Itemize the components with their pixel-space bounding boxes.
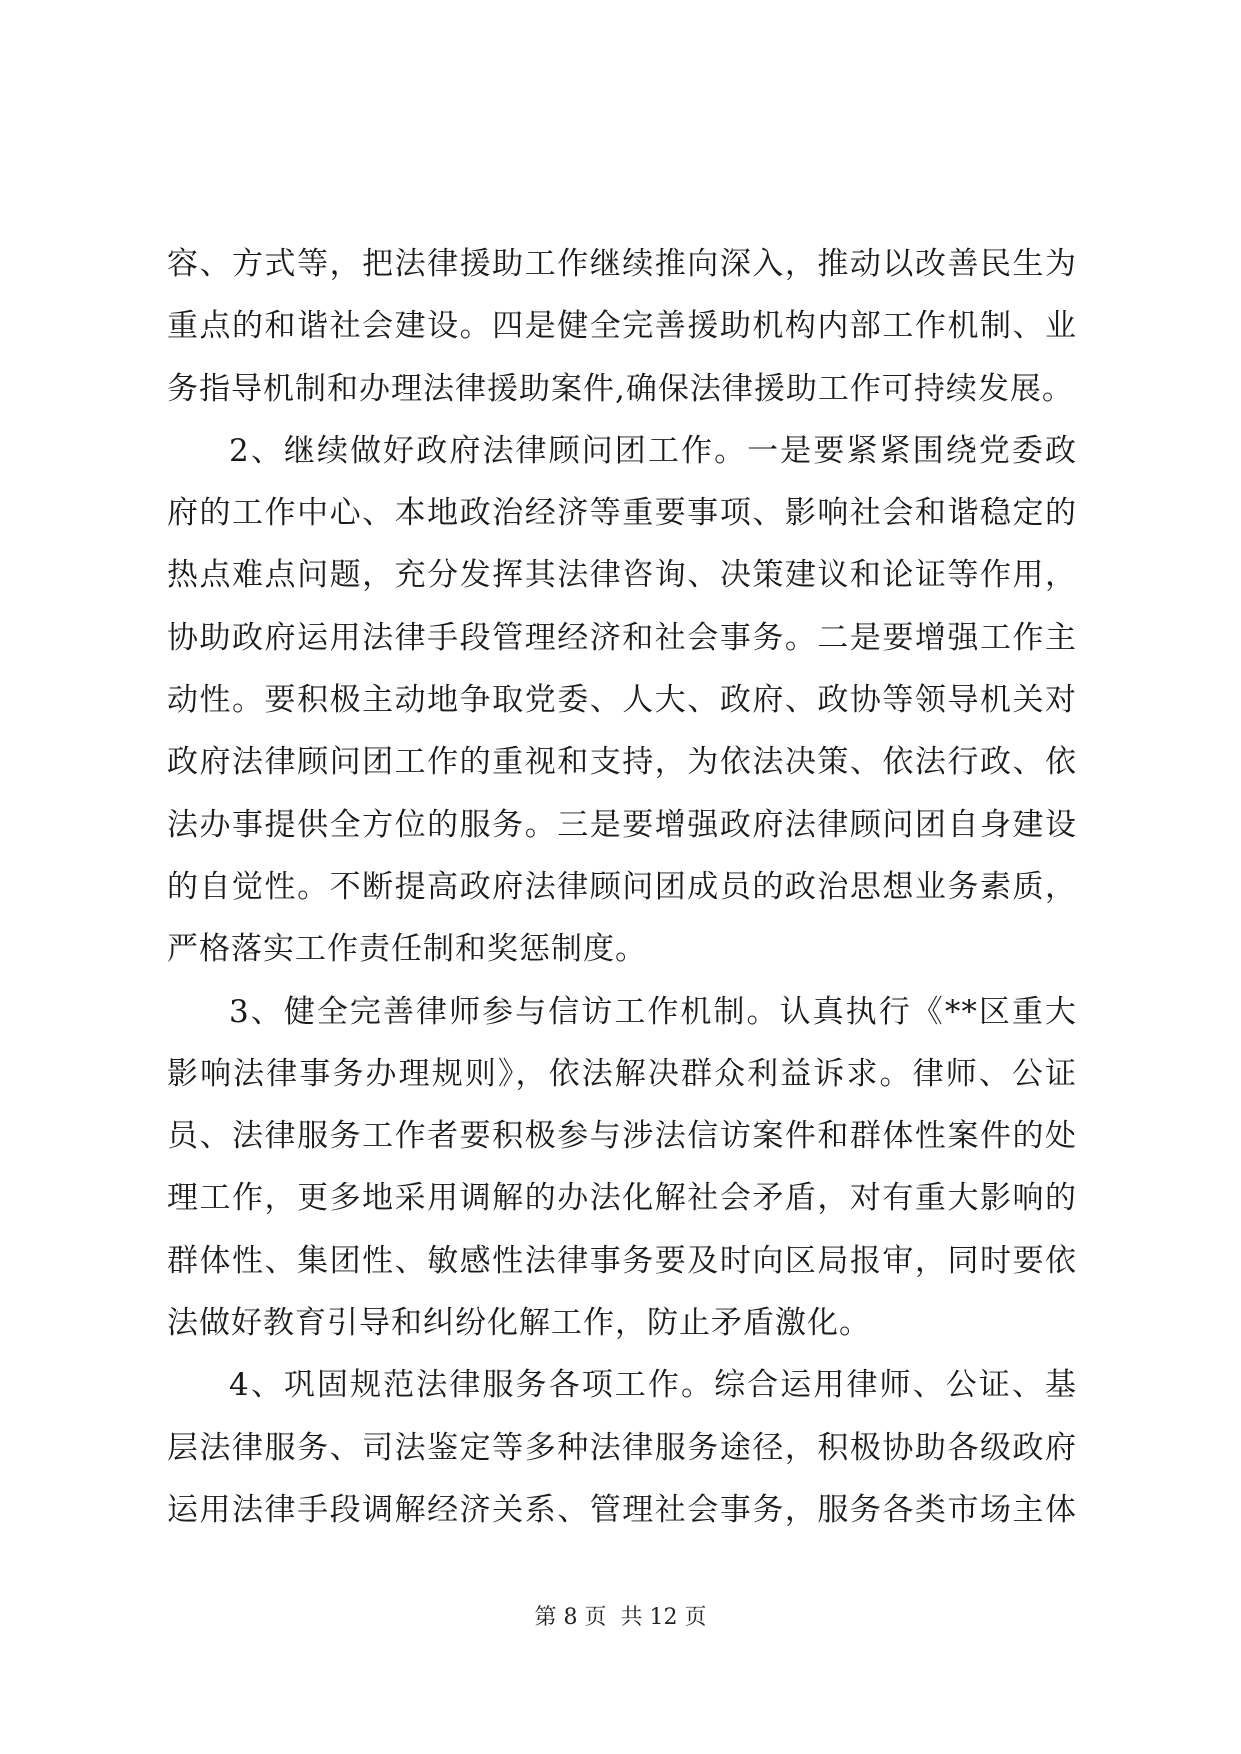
- text-line: 3、健全完善律师参与信访工作机制。认真执行《**区重大: [229, 993, 1077, 1030]
- text-line: 动性。要积极主动地争取党委、人大、政府、政协等领导机关对: [167, 682, 1077, 719]
- text-line: 群体性、集团性、敏感性法律事务要及时向区局报审，同时要依: [167, 1242, 1077, 1279]
- text-line: 协助政府运用法律手段管理经济和社会事务。二是要增强工作主: [167, 619, 1077, 656]
- text-line: 务指导机制和办理法律援助案件,确保法律援助工作可持续发展。: [167, 370, 1074, 407]
- text-line: 的自觉性。不断提高政府法律顾问团成员的政治思想业务素质，: [167, 868, 1077, 905]
- text-line: 府的工作中心、本地政治经济等重要事项、影响社会和谐稳定的: [167, 495, 1077, 532]
- text-line: 运用法律手段调解经济关系、管理社会事务，服务各类市场主体: [167, 1491, 1077, 1528]
- body-text: [167, 233, 1077, 1541]
- text-line: 热点难点问题，充分发挥其法律咨询、决策建议和论证等作用，: [167, 557, 1077, 594]
- text-line: 4、巩固规范法律服务各项工作。综合运用律师、公证、基: [229, 1367, 1077, 1404]
- text-line: 理工作，更多地采用调解的办法化解社会矛盾，对有重大影响的: [167, 1180, 1077, 1217]
- text-line: 法办事提供全方位的服务。三是要增强政府法律顾问团自身建设: [167, 806, 1077, 843]
- text-line: 员、法律服务工作者要积极参与涉法信访案件和群体性案件的处: [167, 1118, 1077, 1155]
- text-line: 容、方式等，把法律援助工作继续推向深入，推动以改善民生为: [167, 246, 1077, 282]
- text-line: 法做好教育引导和纠纷化解工作，防止矛盾激化。: [167, 1305, 871, 1342]
- page-footer: 第 8 页 共 12 页: [534, 1605, 707, 1630]
- text-line: 影响法律事务办理规则》，依法解决群众利益诉求。律师、公证: [167, 1055, 1077, 1092]
- text-line: 2、继续做好政府法律顾问团工作。一是要紧紧围绕党委政: [229, 432, 1077, 469]
- text-line: 政府法律顾问团工作的重视和支持，为依法决策、依法行政、依: [167, 744, 1077, 781]
- text-line: 层法律服务、司法鉴定等多种法律服务途径，积极协助各级政府: [167, 1429, 1077, 1466]
- text-line: 重点的和谐社会建设。四是健全完善援助机构内部工作机制、业: [167, 308, 1077, 345]
- text-line: 严格落实工作责任制和奖惩制度。: [167, 931, 647, 968]
